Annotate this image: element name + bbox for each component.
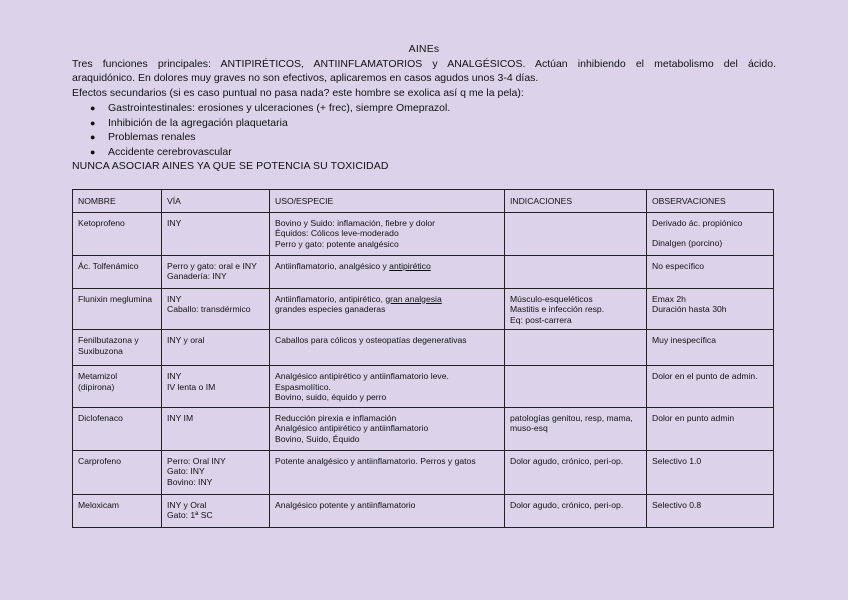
cell-via: INY <box>162 212 270 255</box>
cell-observaciones: Emax 2h Duración hasta 30h <box>647 288 774 330</box>
list-item <box>72 145 450 160</box>
cell-nombre: Flunixin meglumina <box>73 288 162 330</box>
header-uso: USO/ESPECIE <box>270 190 505 213</box>
cell-observaciones: Selectivo 1.0 <box>647 450 774 494</box>
side-effects-list <box>72 101 450 159</box>
cell-indicaciones <box>505 255 647 288</box>
list-item <box>72 116 450 131</box>
bullet-icon: ● <box>90 132 96 142</box>
cell-via: INY IV lenta o IM <box>162 366 270 408</box>
cell-uso: Bovino y Suido: inflamación, fiebre y dolor Équidos: Cólicos leve-moderado Perro y gato: potente analgésico <box>270 212 505 255</box>
bullet-icon: ● <box>90 117 96 128</box>
table-row <box>73 330 774 366</box>
cell-via: INY Caballo: transdérmico <box>162 288 270 330</box>
cell-observaciones: Dolor en el punto de admin. <box>647 366 774 408</box>
header-indicaciones: INDICACIONES <box>505 190 647 213</box>
cell-observaciones: Dolor en punto admin <box>647 407 774 450</box>
table-row <box>73 288 774 330</box>
cell-indicaciones: Dolor agudo, crónico, peri-op. <box>505 450 647 494</box>
drugs-table <box>72 189 774 528</box>
cell-nombre: Meloxicam <box>73 494 162 527</box>
list-item <box>72 101 450 116</box>
cell-uso: Antiinflamatorio, antipirético, gran analgesia grandes especies ganaderas <box>270 288 505 330</box>
table-row <box>73 450 774 494</box>
header-nombre: NOMBRE <box>73 190 162 213</box>
table-row <box>73 366 774 408</box>
cell-indicaciones <box>505 212 647 255</box>
cell-observaciones: Derivado ác. propiónico Dinalgen (porcino) <box>647 212 774 255</box>
cell-via: INY IM <box>162 407 270 450</box>
cell-uso: Analgésico potente y antiinflamatorio <box>270 494 505 527</box>
cell-nombre: Diclofenaco <box>73 407 162 450</box>
warning-text: NUNCA ASOCIAR AINES YA QUE SE POTENCIA SU TOXICIDAD <box>72 160 389 172</box>
cell-via: Perro y gato: oral e INY Ganadería: INY <box>162 255 270 288</box>
cell-indicaciones: Músculo-esqueléticos Mastitis e infección resp. Eq: post-carrera <box>505 288 647 330</box>
header-observaciones: OBSERVACIONES <box>647 190 774 213</box>
bullet-icon: ● <box>90 146 96 157</box>
cell-via: INY y Oral Gato: 1ª SC <box>162 494 270 527</box>
cell-observaciones: No específico <box>647 255 774 288</box>
table-row <box>73 494 774 527</box>
cell-indicaciones <box>505 330 647 366</box>
cell-uso: Caballos para cólicos y osteopatías degenerativas <box>270 330 505 366</box>
header-via: VÍA <box>162 190 270 213</box>
cell-indicaciones: Dolor agudo, crónico, peri-op. <box>505 494 647 527</box>
bullet-icon: ● <box>90 103 96 113</box>
cell-observaciones: Selectivo 0.8 <box>647 494 774 527</box>
intro-line-2: araquidónico. En dolores muy graves no son efectivos, aplicaremos en casos agudos unos 3-4 días. <box>72 72 539 84</box>
cell-uso: Analgésico antipirético y antiinflamatorio leve. Espasmolítico. Bovino, suido, équido y perro <box>270 366 505 408</box>
cell-nombre: Fenilbutazona y Suxibuzona <box>73 330 162 366</box>
cell-indicaciones <box>505 366 647 408</box>
table-row <box>73 255 774 288</box>
cell-nombre: Carprofeno <box>73 450 162 494</box>
side-effect-text: Accidente cerebrovascular <box>108 145 232 158</box>
cell-via: Perro: Oral INY Gato: INY Bovino: INY <box>162 450 270 494</box>
cell-via: INY y oral <box>162 330 270 366</box>
cell-observaciones: Muy inespecífica <box>647 330 774 366</box>
cell-nombre: Ketoprofeno <box>73 212 162 255</box>
cell-uso: Reducción pirexia e inflamación Analgésico antipirético y antiinflamatorio Bovino, Suido, Équido <box>270 407 505 450</box>
cell-indicaciones: patologías genitou, resp, mama, muso-esq <box>505 407 647 450</box>
side-effect-text: Inhibición de la agregación plaquetaria <box>108 116 288 129</box>
intro-paragraph <box>72 57 776 85</box>
side-effect-text: Problemas renales <box>108 131 196 143</box>
cell-uso: Potente analgésico y antiinflamatorio. Perros y gatos <box>270 450 505 494</box>
side-effects-label: Efectos secundarios (si es caso puntual no pasa nada? este hombre se exolica así q me la pela): <box>72 87 524 99</box>
cell-uso: Antiinflamatorio, analgésico y antipirético <box>270 255 505 288</box>
side-effect-text: Gastrointestinales: erosiones y ulceraciones (+ frec), siempre Omeprazol. <box>108 102 451 114</box>
list-item <box>72 130 450 145</box>
cell-nombre: Metamizol (dipirona) <box>73 366 162 408</box>
cell-nombre: Ác. Tolfenámico <box>73 255 162 288</box>
table-header-row <box>73 190 774 213</box>
table-row <box>73 407 774 450</box>
intro-line-1: Tres funciones principales: ANTIPIRÉTICOS, ANTIINFLAMATORIOS y ANALGÉSICOS. Actúan inhibiendo el metabolismo del ácido. <box>72 58 776 70</box>
table-row <box>73 212 774 255</box>
document-title: AINEs <box>408 43 440 55</box>
